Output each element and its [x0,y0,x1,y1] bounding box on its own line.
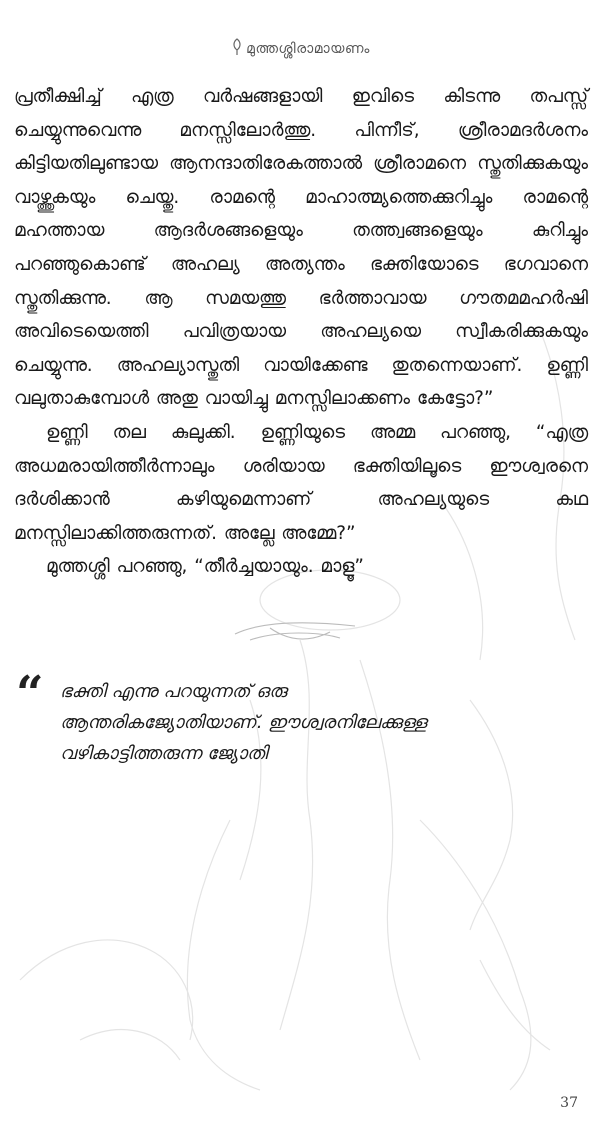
quote-line: വഴികാട്ടിത്തരുന്ന ജ്യോതി [60,743,268,764]
running-title: മുത്തശ്ശിരാമായണം [246,41,370,57]
quote-line: ആന്തരികജ്യോതിയാണ്. ഈശ്വരനിലേക്കുള്ള [60,712,427,733]
quote-line: ഭക്തി എന്നു പറയുന്നത് ഒരു [60,681,287,702]
paragraph-1: പ്രതീക്ഷിച്ച് എത്ര വർഷങ്ങളായി ഇവിടെ കിടന്നു തപസ്സ് ചെയ്യുന്നുവെന്നു മനസ്സിലോർത്തു. പിന്നീട്, ശ്രീരാമദർശനം കിട്ടിയതിലുണ്ടായ ആനന്ദാതിരേകത്താൽ ശ്രീരാമനെ സ്തുതിക്കുകയും വാഴ്ത്തുകയും ചെയ്തു. രാമന്റെ മാഹാത്മ്യത്തെക്കുറിച്ചും രാമന്റെ മഹത്തായ ആദർശങ്ങളെയും തത്ത്വങ്ങളെയും കുറിച്ചും പറഞ്ഞുകൊണ്ട് അഹല്യ അത്യന്തം ഭക്തിയോടെ ഭഗവാനെ സ്തുതിക്കുന്നു. ആ സമയത്തു ഭർത്താവായ ഗൗതമമഹർഷി അവിടെയെത്തി പവിത്രയായ അഹല്യയെ സ്വീകരിക്കുകയും ചെയ്യുന്നു. അഹല്യാസ്തുതി വായിക്കേണ്ട തുതന്നെയാണ്. ഉണ്ണി വലുതാകുമ്പോൾ അതു വായിച്ചു മനസ്സിലാക്കണം കേട്ടോ?” [14,86,588,410]
body-text [14,80,588,584]
pull-quote [16,666,576,769]
flourish-divider [230,612,360,652]
paragraph-3: മുത്തശ്ശി പറഞ്ഞു, “തീർച്ചയായും. മാളൂ” [46,556,364,578]
quote-text [60,676,576,769]
page-number: 37 [560,1095,578,1111]
paragraph-2: ഉണ്ണി തല കുലുക്കി. ഉണ്ണിയുടെ അമ്മ പറഞ്ഞു, “എത്ര അധമരായിത്തീർന്നാലും ശരിയായ ഭക്തിയിലൂടെ ഈശ്വരനെ ദർശിക്കാൻ കഴിയുമെന്നാണ് അഹല്യയുടെ കഥ മനസ്സിലാക്കിത്തരുന്നത്. അല്ലേ അമ്മേ?” [14,421,588,544]
running-header [0,38,600,57]
ornament-icon [230,38,244,56]
quote-mark-icon: “ [16,666,44,722]
